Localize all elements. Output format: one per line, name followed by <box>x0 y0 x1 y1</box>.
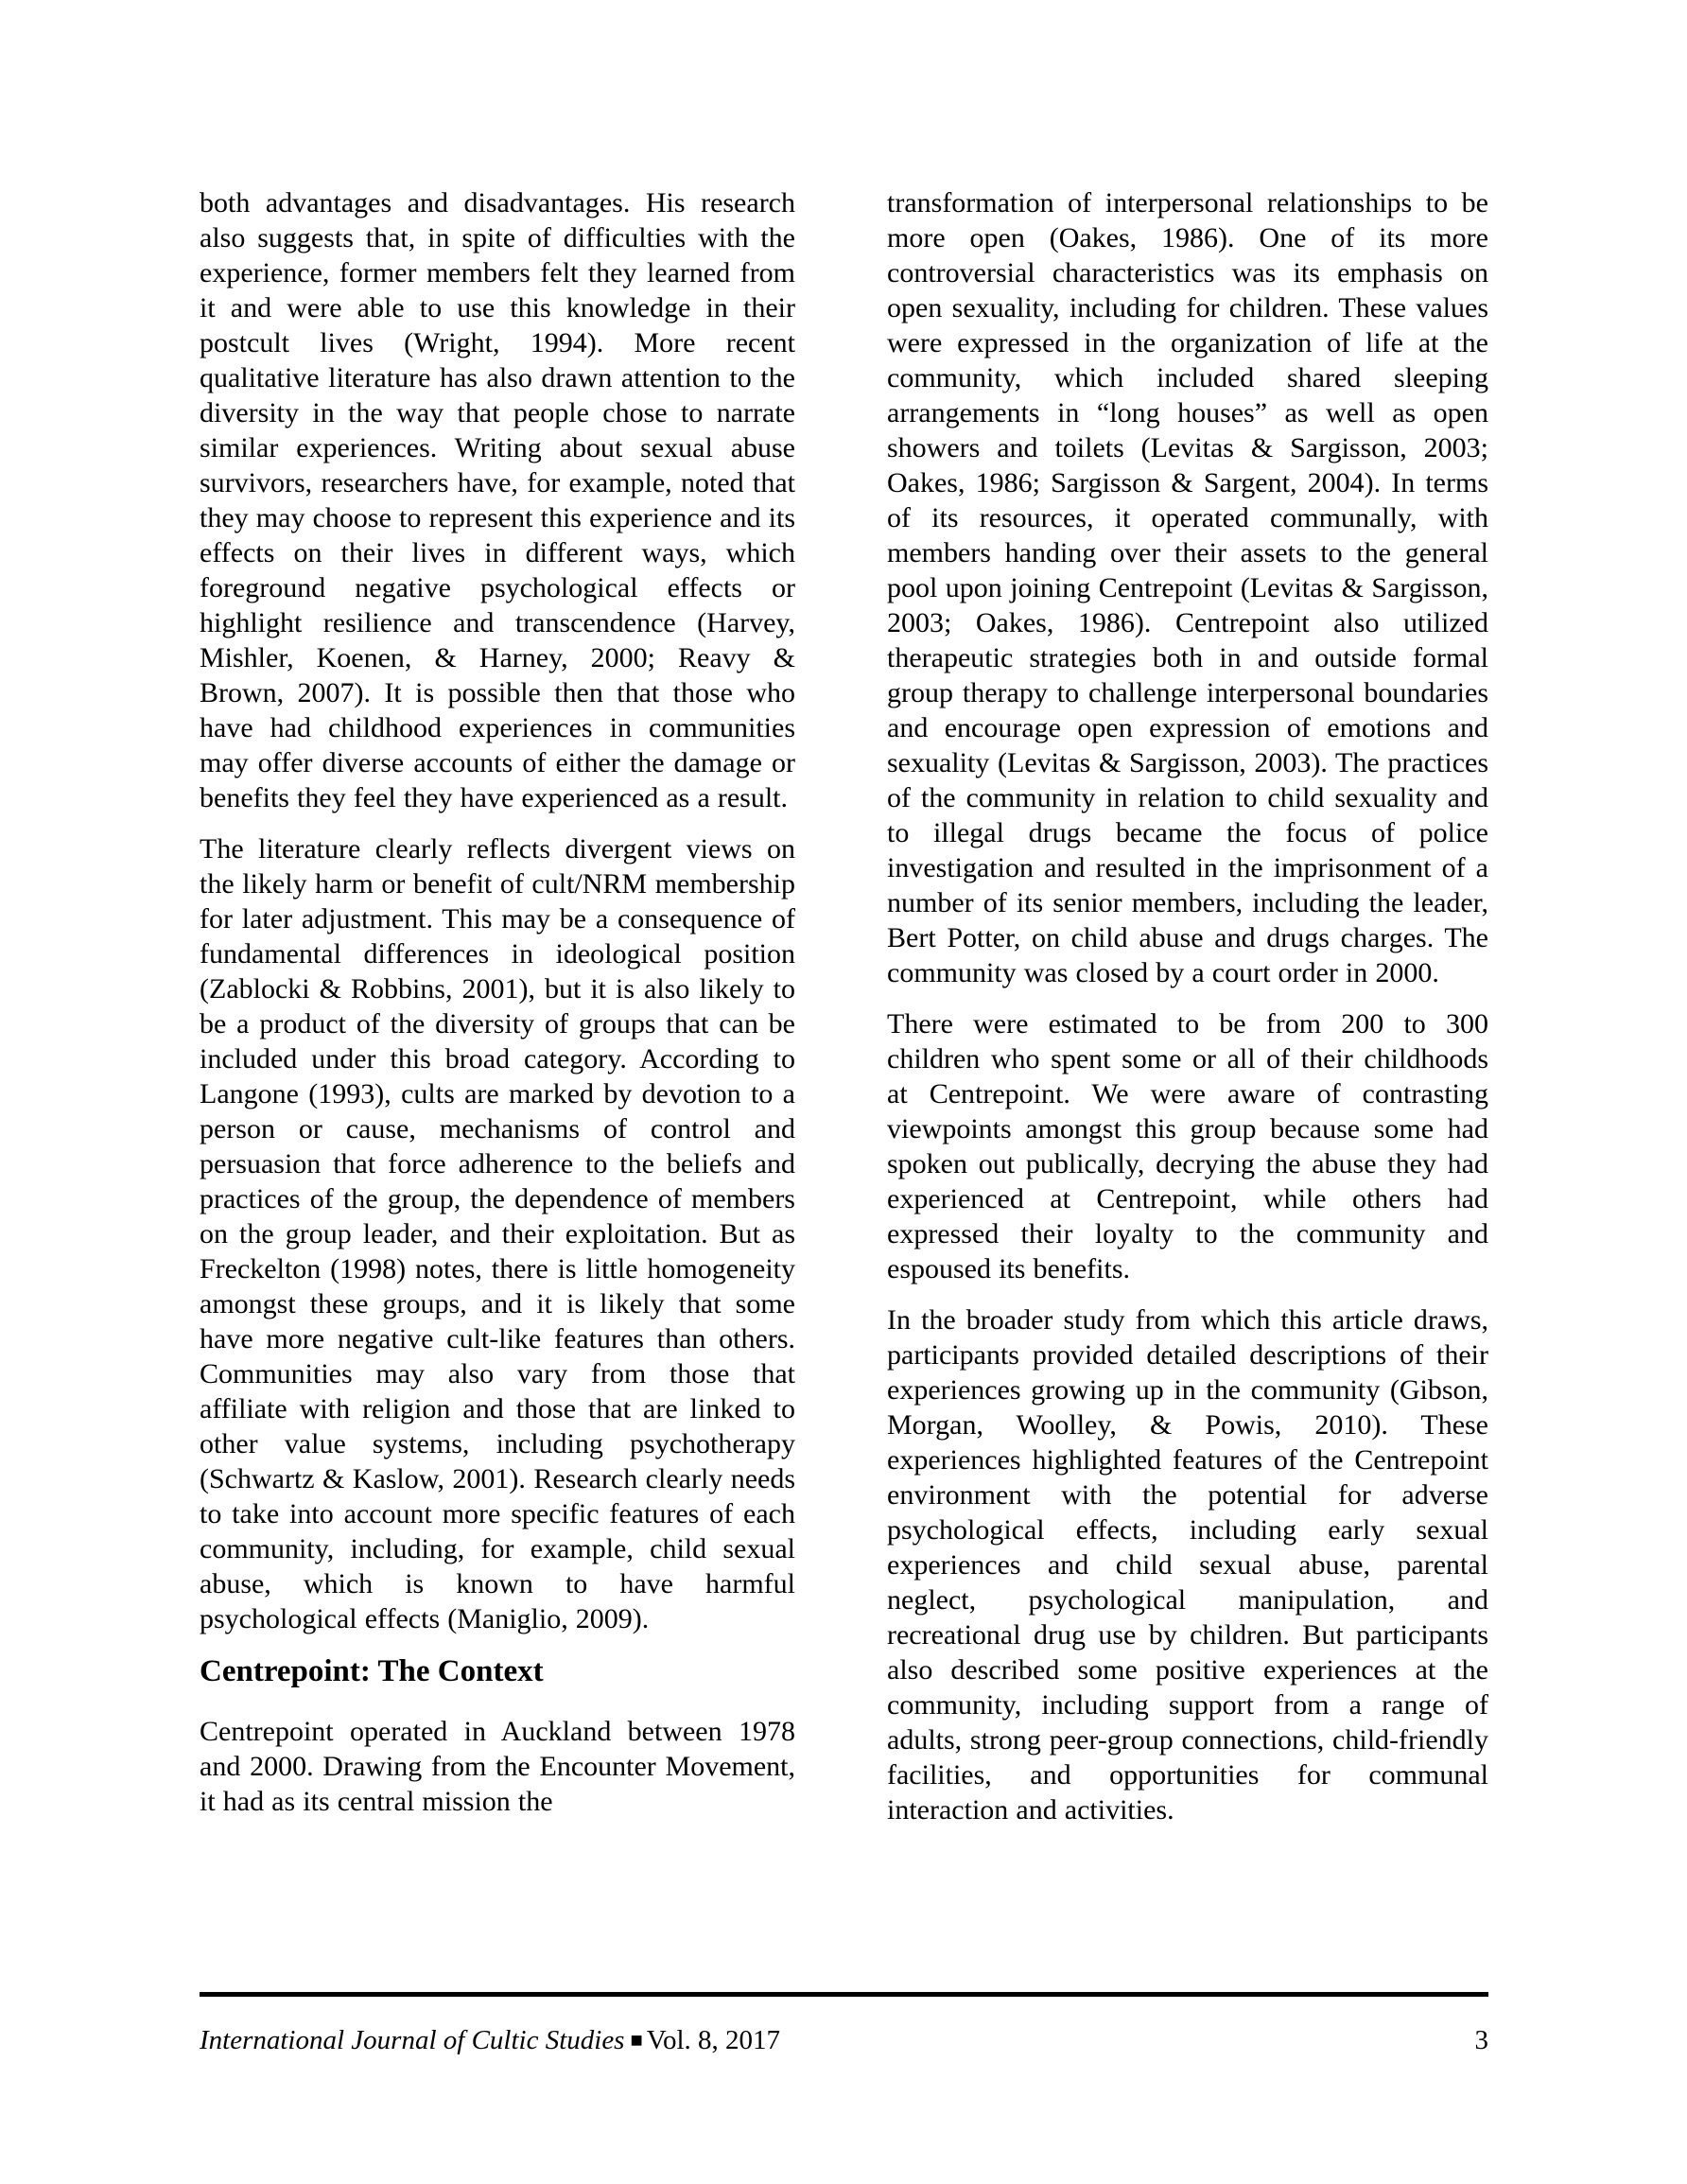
paragraph-continuation: both advantages and disadvantages. His research also suggests that, in spite of difficulties with the experience, former members felt they learned from it and were able to use this knowledge in their postcult lives (Wright, 1994). More recent qualitative literature has also drawn attention to the diversity in the way that people chose to narrate similar experiences. Writing about sexual abuse survivors, researchers have, for example, noted that they may choose to represent this experience and its effects on their lives in different ways, which foreground negative psychological effects or highlight resilience and transcendence (Harvey, Mishler, Koenen, & Harney, 2000; Reavy & Brown, 2007). It is possible then that those who have had childhood experiences in communities may offer diverse accounts of either the damage or benefits they feel they have experienced as a result. <box>200 187 795 813</box>
volume-info: Vol. 8, 2017 <box>646 2025 781 2055</box>
paragraph: There were estimated to be from 200 to 300 children who spent some or all of their childhoods at Centrepoint. We were aware of contrasting viewpoints amongst this group because some had spoken out publically, decrying the abuse they had experienced at Centrepoint, while others had expressed their loyalty to the community and espoused its benefits. <box>887 1008 1488 1284</box>
right-column <box>887 185 1488 1827</box>
footer-rule <box>200 1992 1488 1997</box>
section-heading: Centrepoint: The Context <box>200 1654 544 1688</box>
paragraph: Centrepoint operated in Auckland between 1978 and 2000. Drawing from the Encounter Movement, it had as its central mission the <box>200 1716 795 1817</box>
page-footer <box>200 2024 1488 2058</box>
left-column <box>200 185 795 1827</box>
paragraph: The literature clearly reflects divergent views on the likely harm or benefit of cult/NRM membership for later adjustment. This may be a consequence of fundamental differences in ideological position (Zablocki & Robbins, 2001), but it is also likely to be a product of the diversity of groups that can be included under this broad category. According to Langone (1993), cults are marked by devotion to a person or cause, mechanisms of control and persuasion that force adherence to the beliefs and practices of the group, the dependence of members on the group leader, and their exploitation. But as Freckelton (1998) notes, there is little homogeneity amongst these groups, and it is likely that some have more negative cult-like features than others. Communities may also vary from those that affiliate with religion and those that are linked to other value systems, including psychotherapy (Schwartz & Kaslow, 2001). Research clearly needs to take into account more specific features of each community, including, for example, child sexual abuse, which is known to have harmful psychological effects (Maniglio, 2009). <box>200 833 795 1634</box>
article-body <box>200 185 1488 1827</box>
paragraph: In the broader study from which this article draws, participants provided detailed descriptions of their experiences growing up in the community (Gibson, Morgan, Woolley, & Powis, 2010). These experiences highlighted features of the Centrepoint environment with the potential for adverse psychological effects, including early sexual experiences and child sexual abuse, parental neglect, psychological manipulation, and recreational drug use by children. But participants also described some positive experiences at the community, including support from a range of adults, strong peer-group connections, child-friendly facilities, and opportunities for communal interaction and activities. <box>887 1304 1488 1826</box>
journal-citation <box>200 2024 780 2058</box>
square-separator-icon: ■ <box>630 2028 643 2052</box>
page-number: 3 <box>1474 2025 1488 2055</box>
journal-title: International Journal of Cultic Studies <box>200 2025 625 2055</box>
paragraph: transformation of interpersonal relationships to be more open (Oakes, 1986). One of its more controversial characteristics was its emphasis on open sexuality, including for children. These values were expressed in the organization of life at the community, which included shared sleeping arrangements in “long houses” as well as open showers and toilets (Levitas & Sargisson, 2003; Oakes, 1986; Sargisson & Sargent, 2004). In terms of its resources, it operated communally, with members handing over their assets to the general pool upon joining Centrepoint (Levitas & Sargisson, 2003; Oakes, 1986). Centrepoint also utilized therapeutic strategies both in and outside formal group therapy to challenge interpersonal boundaries and encourage open expression of emotions and sexuality (Levitas & Sargisson, 2003). The practices of the community in relation to child sexuality and to illegal drugs became the focus of police investigation and resulted in the imprisonment of a number of its senior members, including the leader, Bert Potter, on child abuse and drugs charges. The community was closed by a court order in 2000. <box>887 187 1488 988</box>
